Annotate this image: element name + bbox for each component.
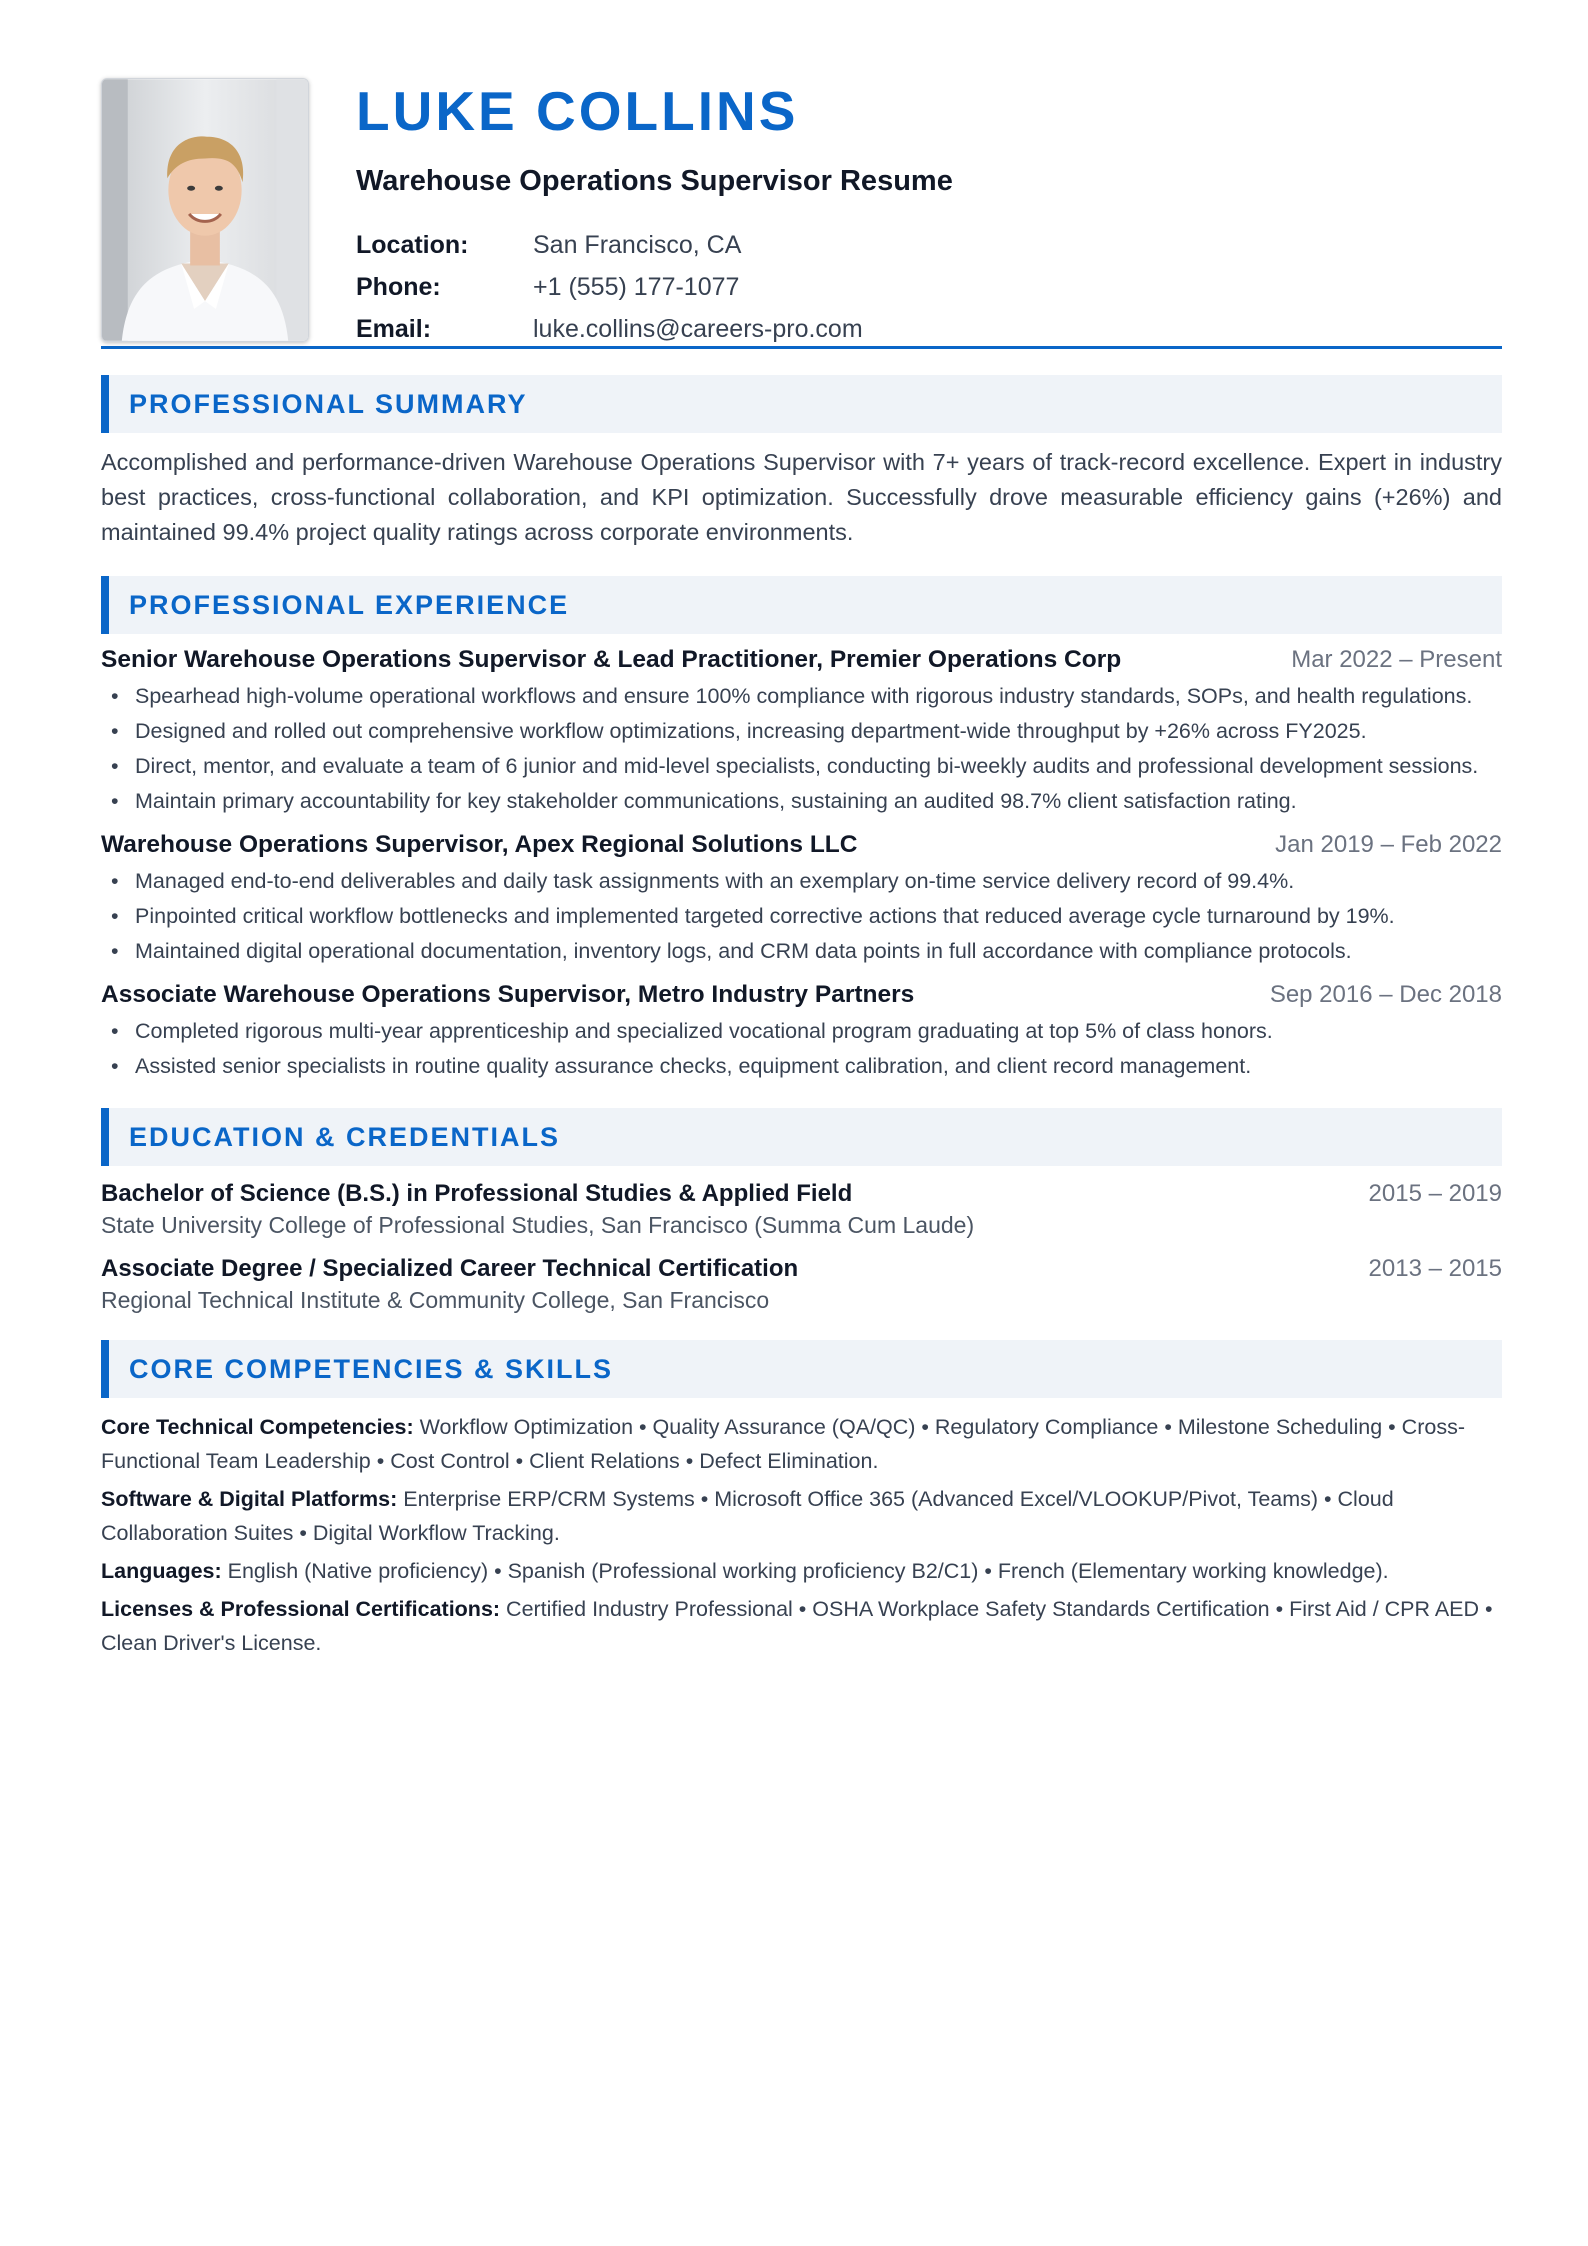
contact-row-email [356,308,953,350]
job-entry [101,831,1502,967]
contact-value: +1 (555) 177-1077 [533,273,740,301]
education-dates: 2013 – 2015 [1368,1255,1502,1282]
section-title: CORE COMPETENCIES & SKILLS [129,1353,614,1384]
resume-header [101,78,1502,343]
section-header-experience [101,576,1502,634]
job-title: Associate Warehouse Operations Supervisor, Metro Industry Partners [101,981,915,1008]
degree-title: Associate Degree / Specialized Career Technical Certification [101,1255,799,1282]
profile-photo [101,78,309,342]
skill-text: English (Native proficiency) • Spanish (Professional working proficiency B2/C1) • French (Elementary working knowledge). [221,1559,1389,1583]
contact-list [356,224,953,350]
school-name: Regional Technical Institute & Community College, San Francisco [101,1287,770,1313]
contact-row-phone [356,266,953,308]
section-header-skills [101,1340,1502,1398]
education-header [101,1180,1502,1208]
education-dates: 2015 – 2019 [1368,1180,1502,1207]
job-dates: Sep 2016 – Dec 2018 [1269,981,1502,1008]
job-header [101,981,1502,1009]
contact-label: Location: [356,231,469,259]
education-entry [101,1255,1502,1314]
skill-row [101,1482,1502,1550]
degree-title: Bachelor of Science (B.S.) in Professional Studies & Applied Field [101,1180,853,1207]
job-dates: Jan 2019 – Feb 2022 [1275,831,1502,858]
contact-row-location [356,224,953,266]
skill-row [101,1592,1502,1660]
skill-label: Licenses & Professional Certifications: [101,1597,501,1621]
summary-text: Accomplished and performance-driven Warehouse Operations Supervisor with 7+ years of track-record excellence. Expert in industry best practices, cross-functional collaboration, and KPI optimization. Successfully drove measurable efficiency gains (+26%) and maintained 99.4% project quality ratings across corporate environments. [101,449,1502,545]
candidate-name: LUKE COLLINS [356,80,799,142]
bullet-item: • Assisted senior specialists in routine quality assurance checks, equipment calibration, and client record management. [101,1050,1502,1082]
contact-value: luke.collins@careers-pro.com [533,315,863,343]
contact-label: Phone: [356,273,441,301]
section-header-education [101,1108,1502,1166]
job-entry [101,646,1502,817]
job-header [101,646,1502,674]
skill-label: Core Technical Competencies: [101,1415,414,1439]
job-title: Senior Warehouse Operations Supervisor & Lead Practitioner, Premier Operations Corp [101,646,1122,673]
section-title: PROFESSIONAL EXPERIENCE [129,589,570,620]
job-bullets [101,1015,1502,1082]
section-header-summary [101,375,1502,433]
job-title: Warehouse Operations Supervisor, Apex Regional Solutions LLC [101,831,858,858]
skills-list [101,1410,1502,1660]
education-entry [101,1180,1502,1239]
job-bullets [101,865,1502,967]
skill-row [101,1410,1502,1478]
school-name: State University College of Professional Studies, San Francisco (Summa Cum Laude) [101,1212,975,1238]
contact-value: San Francisco, CA [533,231,742,259]
skill-text: Workflow Optimization • Quality Assurance (QA/QC) • Regulatory Compliance • Milestone Scheduling • Cross-Functional Team Leadership • Cost Control • Client Relations • Defect Elimination. [101,1415,1465,1473]
header-info [356,78,953,343]
bullet-item: • Designed and rolled out comprehensive workflow optimizations, increasing department-wide throughput by +26% across FY2025. [101,715,1502,747]
section-title: EDUCATION & CREDENTIALS [129,1121,561,1152]
bullet-item: • Completed rigorous multi-year apprenticeship and specialized vocational program graduating at top 5% of class honors. [101,1015,1502,1047]
section-title: PROFESSIONAL SUMMARY [129,388,528,419]
bullet-item: • Spearhead high-volume operational workflows and ensure 100% compliance with rigorous industry standards, SOPs, and health regulations. [101,680,1502,712]
bullet-item: • Maintained digital operational documentation, inventory logs, and CRM data points in full accordance with compliance protocols. [101,935,1502,967]
skill-label: Languages: [101,1559,222,1583]
job-entry [101,981,1502,1082]
bullet-item: • Pinpointed critical workflow bottlenecks and implemented targeted corrective actions that reduced average cycle turnaround by 19%. [101,900,1502,932]
job-header [101,831,1502,859]
skill-text: Certified Industry Professional • OSHA Workplace Safety Standards Certification • First Aid / CPR AED • Clean Driver's License. [101,1597,1493,1655]
job-bullets [101,680,1502,817]
skill-label: Software & Digital Platforms: [101,1487,398,1511]
job-dates: Mar 2022 – Present [1291,646,1502,673]
skill-row [101,1554,1502,1588]
bullet-item: • Direct, mentor, and evaluate a team of 6 junior and mid-level specialists, conducting bi-weekly audits and professional development sessions. [101,750,1502,782]
bullet-item: • Maintain primary accountability for key stakeholder communications, sustaining an audited 98.7% client satisfaction rating. [101,785,1502,817]
contact-label: Email: [356,315,432,343]
education-header [101,1255,1502,1283]
skill-text: Enterprise ERP/CRM Systems • Microsoft Office 365 (Advanced Excel/VLOOKUP/Pivot, Teams) • Cloud Collaboration Suites • Digital Workflow Tracking. [101,1487,1394,1545]
bullet-item: • Managed end-to-end deliverables and daily task assignments with an exemplary on-time service delivery record of 99.4%. [101,865,1502,897]
resume-subtitle: Warehouse Operations Supervisor Resume [356,165,953,197]
